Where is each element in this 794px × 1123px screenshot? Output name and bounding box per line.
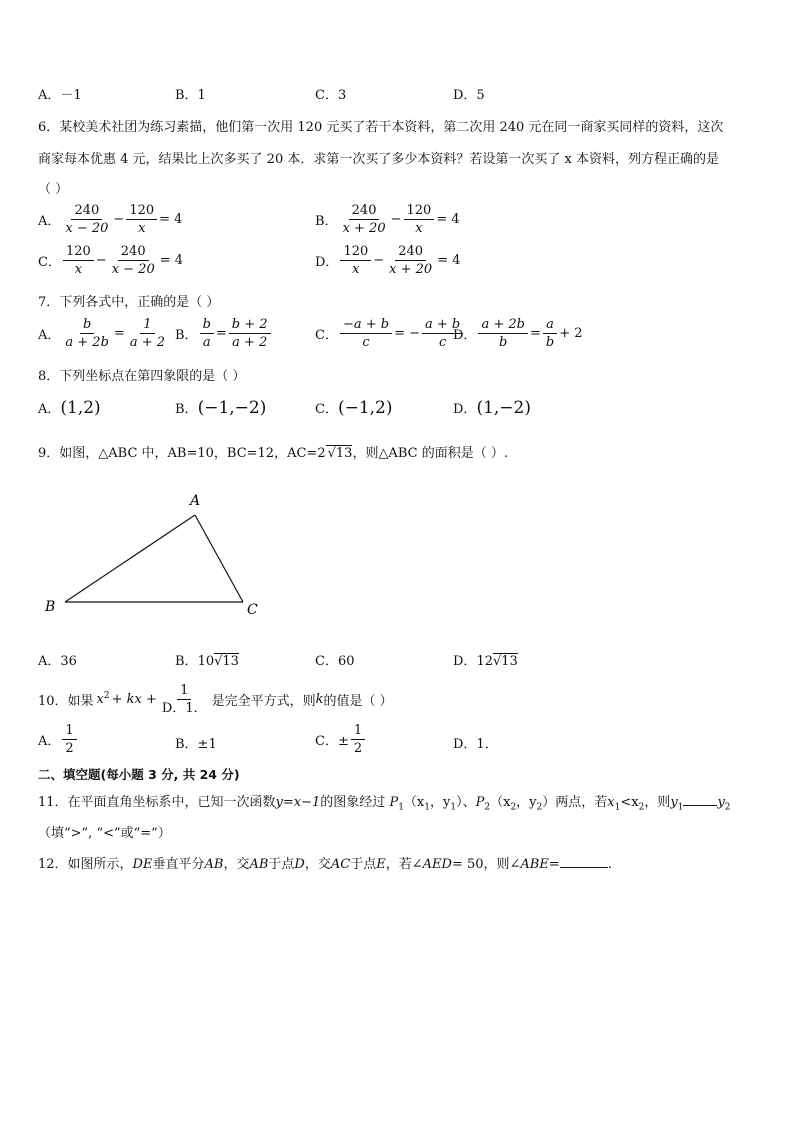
q7-stem: 7．下列各式中，正确的是（ ）: [38, 295, 220, 310]
q8-option-a: A．(1,2): [38, 398, 101, 418]
q5-option-d: D．5: [453, 88, 485, 103]
section-title-fill-in: 二、填空题(每小题 3 分, 共 24 分): [38, 767, 240, 782]
vertex-c-label: C: [247, 602, 258, 618]
q9-option-c: C．60: [315, 654, 355, 669]
q10-option-a: A． $\frac{1}{2}$: [38, 722, 79, 757]
q12-stem: 12．如图所示，DE垂直平分AB，交AB于点D，交AC于点E，若∠AED= 50，则∠ABE= .: [38, 857, 612, 872]
vertex-a-label: A: [190, 493, 201, 509]
q8-option-c: C．(−1,2): [315, 398, 393, 418]
q12-answer-blank[interactable]: [560, 855, 608, 868]
q8-option-b: B．(−1,−2): [175, 398, 267, 418]
q5-option-a: A．－1: [38, 88, 82, 103]
q10-option-d: D．1．: [453, 737, 498, 752]
q8-option-d: D．(1,−2): [453, 398, 531, 418]
q6-stem-line3: （ ）: [38, 182, 69, 197]
q5-option-b: B．1: [175, 88, 206, 103]
q7-option-a: A． $\frac{b}{a + 2b}$ = $\frac{1}{a + 2}$: [38, 317, 165, 350]
q9-option-a: A．36: [38, 654, 77, 669]
vertex-b-label: B: [45, 599, 56, 615]
q7-option-c: C． $\frac{-a + b}{c}$ = − $\frac{a + b}{c}$: [315, 316, 465, 351]
q6-option-b: B． $\frac{240}{x + 20}$ − $\frac{120}{x}$ = 4: [315, 203, 460, 236]
triangle-figure: [40, 488, 280, 618]
q6-option-d: D． $\frac{120}{x}$ − $\frac{240}{x + 20}$ = 4: [315, 244, 461, 277]
q9-option-d: D．12√13: [453, 654, 518, 669]
q9-option-b: B．10√13: [175, 654, 239, 669]
q11-stem-line1: 11．在平面直角坐标系中，已知一次函数y=x−1的图象经过 $P_1(x_1$，$y_1$）、$P_2(x_2$，$y_2$）两点，若$x_1<x_2$，则$y_1$ $y_2$: [38, 795, 731, 813]
q7-option-b: B． $\frac{b}{a}$ = $\frac{b + 2}{a + 2}$: [175, 316, 273, 351]
q10-stem: 10．如果 x $^2$ + kx + $\frac{1}{D.1.}$ 是完全平方式，则 k 的值是（ ）: [38, 683, 393, 716]
q5-option-c: C．3: [315, 88, 347, 103]
q8-stem: 8．下列坐标点在第四象限的是（ ）: [38, 369, 246, 384]
q9-stem: 9．如图，△ABC 中，AB=10，BC=12，AC=2 √13，则△ABC 的面积是（ ）.: [38, 446, 508, 461]
q6-option-a: A． $\frac{240}{x - 20}$ − $\frac{120}{x}$ = 4: [38, 203, 183, 236]
q6-stem-line1: 6．某校美术社团为练习素描，他们第一次用 120 元买了若干本资料，第二次用 240 元在同一商家买同样的资料，这次: [38, 120, 724, 135]
side-ac: [195, 515, 243, 602]
q11-answer-blank[interactable]: [683, 793, 717, 806]
q6-option-c: C． $\frac{120}{x}$ − $\frac{240}{x - 20}$ = 4: [38, 244, 184, 277]
q10-option-c: C．± $\frac{1}{2}$: [315, 722, 367, 757]
q10-option-b: B．±1: [175, 737, 217, 752]
side-ab: [65, 515, 195, 602]
q11-stem-line2: （填“>”, “<”或“=”）: [38, 826, 171, 841]
q6-stem-line2: 商家每本优惠 4 元，结果比上次多买了 20 本．求第一次买了多少本资料？若设第一次买了 x 本资料，列方程正确的是: [38, 152, 719, 167]
q7-option-d: D． $\frac{a + 2b}{b}$ = $\frac{a}{b}$ + 2: [453, 317, 583, 350]
